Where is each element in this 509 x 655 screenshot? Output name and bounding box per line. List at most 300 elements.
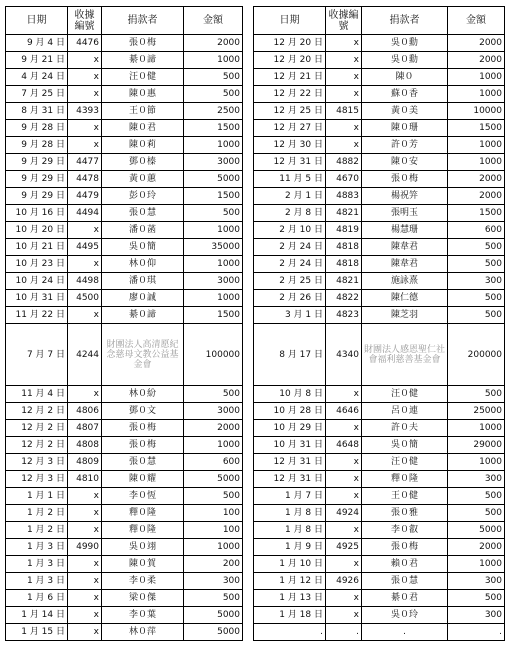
cell-donor: 吳０簡 (102, 239, 184, 256)
cell-amount: 500 (448, 239, 505, 256)
table-row (6, 154, 243, 171)
cell-date: 4 月 24 日 (6, 69, 68, 86)
table-row (254, 607, 505, 624)
cell-amount: 3000 (184, 273, 243, 290)
cell-receipt: 4925 (326, 539, 362, 556)
cell-amount: 5000 (184, 471, 243, 488)
cell-amount: 100 (184, 522, 243, 539)
table-row (6, 188, 243, 205)
cell-date: 2 月 25 日 (254, 273, 326, 290)
table-row (6, 590, 243, 607)
table-row (254, 590, 505, 607)
cell-amount: 1000 (448, 69, 505, 86)
cell-amount: 2000 (184, 35, 243, 52)
cell-amount: 300 (184, 573, 243, 590)
cell-date: 7 月 7 日 (6, 324, 68, 386)
table-row (254, 103, 505, 120)
cell-donor: 汪０健 (362, 386, 448, 403)
table-row (254, 471, 505, 488)
cell-receipt: x (326, 522, 362, 539)
cell-amount: 1500 (184, 120, 243, 137)
cell-receipt: 4809 (68, 454, 102, 471)
table-row (6, 69, 243, 86)
cell-amount: 1000 (184, 539, 243, 556)
cell-amount: 300 (448, 607, 505, 624)
cell-donor: 賴０君 (362, 556, 448, 573)
cell-date: 12 月 31 日 (254, 471, 326, 488)
cell-receipt: 4815 (326, 103, 362, 120)
cell-donor: 陳０ (362, 69, 448, 86)
cell-receipt: 4882 (326, 154, 362, 171)
cell-donor: 綦０諦 (102, 307, 184, 324)
cell-date: 12 月 31 日 (254, 454, 326, 471)
cell-amount: 29000 (448, 437, 505, 454)
cell-donor: 陳韋君 (362, 256, 448, 273)
cell-amount: 1000 (184, 290, 243, 307)
donation-table-left (5, 6, 243, 641)
cell-date: 12 月 31 日 (254, 154, 326, 171)
cell-receipt: 4479 (68, 188, 102, 205)
cell-receipt: 4924 (326, 505, 362, 522)
cell-donor: 楊祝笄 (362, 188, 448, 205)
cell-date: 1 月 8 日 (254, 522, 326, 539)
cell-donor: 張０慧 (102, 454, 184, 471)
cell-receipt: 4478 (68, 171, 102, 188)
cell-receipt: 4818 (326, 256, 362, 273)
cell-date: 12 月 2 日 (6, 403, 68, 420)
table-row (254, 69, 505, 86)
cell-receipt: x (68, 222, 102, 239)
cell-receipt: x (326, 471, 362, 488)
table-row (254, 120, 505, 137)
cell-donor: 許０夫 (362, 420, 448, 437)
cell-donor: 梁０傑 (102, 590, 184, 607)
cell-receipt: 4648 (326, 437, 362, 454)
cell-donor: 陳韋君 (362, 239, 448, 256)
cell-amount: 500 (184, 488, 243, 505)
cell-receipt: 4823 (326, 307, 362, 324)
cell-receipt: 4495 (68, 239, 102, 256)
table-row (6, 256, 243, 273)
cell-amount: 1500 (184, 307, 243, 324)
cell-date: 9 月 29 日 (6, 188, 68, 205)
table-row (6, 307, 243, 324)
table-row (254, 171, 505, 188)
cell-date: 12 月 21 日 (254, 69, 326, 86)
cell-donor: 陳０賀 (102, 556, 184, 573)
cell-amount: 5000 (184, 624, 243, 641)
header-date: 日期 (6, 7, 68, 35)
cell-receipt: 4244 (68, 324, 102, 386)
cell-date: 1 月 15 日 (6, 624, 68, 641)
table-row (254, 522, 505, 539)
header-receipt: 收據編號 (68, 7, 102, 35)
cell-receipt: x (326, 590, 362, 607)
table-row (254, 239, 505, 256)
table-row (6, 488, 243, 505)
cell-donor: 陳０耀 (102, 471, 184, 488)
cell-donor: 張０梅 (362, 171, 448, 188)
cell-amount: 2000 (448, 52, 505, 69)
donation-table-left-body (6, 7, 243, 641)
table-row (6, 437, 243, 454)
cell-receipt: x (326, 69, 362, 86)
cell-amount: 5000 (184, 171, 243, 188)
cell-donor: 陳０惠 (102, 86, 184, 103)
cell-date: 10 月 31 日 (6, 290, 68, 307)
cell-receipt: x (68, 386, 102, 403)
cell-amount: 500 (184, 590, 243, 607)
cell-amount: 1000 (448, 137, 505, 154)
cell-amount: 500 (448, 590, 505, 607)
cell-donor: 釋０隆 (102, 522, 184, 539)
cell-receipt: x (68, 505, 102, 522)
table-row (6, 222, 243, 239)
cell-donor: 陳０莉 (102, 137, 184, 154)
cell-amount: 300 (448, 573, 505, 590)
table-header-row (254, 7, 505, 35)
cell-date: 2 月 1 日 (254, 188, 326, 205)
table-row (254, 188, 505, 205)
cell-date: 1 月 12 日 (254, 573, 326, 590)
cell-receipt: 4821 (326, 273, 362, 290)
header-donor: 捐款者 (362, 7, 448, 35)
cell-date: 8 月 17 日 (254, 324, 326, 386)
cell-receipt: x (326, 607, 362, 624)
cell-date: 1 月 6 日 (6, 590, 68, 607)
table-row (6, 324, 243, 386)
cell-amount: 2500 (184, 103, 243, 120)
cell-donor: 張０慧 (362, 573, 448, 590)
cell-receipt: x (326, 86, 362, 103)
table-row (254, 273, 505, 290)
cell-date: 10 月 8 日 (254, 386, 326, 403)
cell-receipt: 4670 (326, 171, 362, 188)
cell-receipt: x (68, 86, 102, 103)
cell-amount: 1500 (184, 188, 243, 205)
cell-amount: 300 (448, 273, 505, 290)
header-receipt: 收據編號 (326, 7, 362, 35)
cell-date: 10 月 28 日 (254, 403, 326, 420)
cell-amount: 2000 (448, 188, 505, 205)
cell-donor: 張０梅 (102, 437, 184, 454)
cell-amount: 300 (448, 471, 505, 488)
cell-date: 1 月 8 日 (254, 505, 326, 522)
table-row (254, 205, 505, 222)
cell-donor: 陳仁德 (362, 290, 448, 307)
table-row (254, 222, 505, 239)
cell-date: 2 月 24 日 (254, 239, 326, 256)
cell-donor: 許０芳 (362, 137, 448, 154)
cell-receipt: x (68, 52, 102, 69)
cell-amount: 500 (448, 505, 505, 522)
cell-date: 10 月 23 日 (6, 256, 68, 273)
table-row (6, 239, 243, 256)
cell-date: 1 月 13 日 (254, 590, 326, 607)
cell-donor: 張０梅 (102, 35, 184, 52)
table-row (6, 103, 243, 120)
cell-date: 2 月 10 日 (254, 222, 326, 239)
table-row (254, 290, 505, 307)
cell-receipt: x (326, 137, 362, 154)
cell-amount: 200000 (448, 324, 505, 386)
cell-receipt: x (68, 307, 102, 324)
cell-donor: 張０慧 (102, 205, 184, 222)
cell-date: 12 月 20 日 (254, 35, 326, 52)
cell-amount: 2000 (448, 35, 505, 52)
cell-receipt: x (68, 624, 102, 641)
cell-donor: 張０雅 (362, 505, 448, 522)
cell-donor: 吳０勳 (362, 52, 448, 69)
cell-amount: 3000 (184, 154, 243, 171)
cell-amount: 100 (184, 505, 243, 522)
cell-donor: 財團法人感恩聖仁社會福利慈善基金會 (362, 324, 448, 386)
table-row (6, 386, 243, 403)
cell-receipt: x (326, 420, 362, 437)
cell-donor: 綦０諦 (102, 52, 184, 69)
cell-date: . (254, 624, 326, 641)
cell-donor: 吳０簡 (362, 437, 448, 454)
cell-donor: 釋０隆 (102, 505, 184, 522)
table-row (6, 52, 243, 69)
cell-receipt: x (68, 556, 102, 573)
table-row (254, 52, 505, 69)
table-row (6, 624, 243, 641)
table-row (6, 35, 243, 52)
cell-amount: 500 (448, 256, 505, 273)
cell-date: 10 月 31 日 (254, 437, 326, 454)
cell-date: 9 月 21 日 (6, 52, 68, 69)
table-row (6, 273, 243, 290)
cell-donor: 釋０隆 (362, 471, 448, 488)
cell-donor: 李０叡 (362, 522, 448, 539)
cell-date: 12 月 2 日 (6, 420, 68, 437)
cell-date: 9 月 4 日 (6, 35, 68, 52)
cell-amount: 1000 (448, 556, 505, 573)
cell-receipt: 4477 (68, 154, 102, 171)
cell-amount: 500 (184, 86, 243, 103)
cell-receipt: x (68, 607, 102, 624)
cell-date: 9 月 28 日 (6, 137, 68, 154)
cell-date: 8 月 31 日 (6, 103, 68, 120)
cell-receipt: x (326, 488, 362, 505)
header-amount: 金額 (184, 7, 243, 35)
cell-date: 1 月 2 日 (6, 505, 68, 522)
cell-date: 11 月 22 日 (6, 307, 68, 324)
cell-donor: 施詠熹 (362, 273, 448, 290)
cell-date: 10 月 16 日 (6, 205, 68, 222)
cell-amount: 3000 (184, 403, 243, 420)
cell-donor: 彭０玲 (102, 188, 184, 205)
cell-receipt: x (326, 52, 362, 69)
table-row (6, 86, 243, 103)
cell-donor: 王０節 (102, 103, 184, 120)
cell-date: 10 月 21 日 (6, 239, 68, 256)
cell-donor: 陳芝羽 (362, 307, 448, 324)
table-row (254, 137, 505, 154)
header-amount: 金額 (448, 7, 505, 35)
cell-receipt: x (326, 386, 362, 403)
cell-date: 1 月 3 日 (6, 556, 68, 573)
donation-table-right-body (254, 7, 505, 641)
cell-donor: 廖０誠 (102, 290, 184, 307)
cell-receipt: x (68, 573, 102, 590)
table-row (254, 307, 505, 324)
table-row (254, 154, 505, 171)
cell-amount: 2000 (448, 171, 505, 188)
cell-date: 12 月 22 日 (254, 86, 326, 103)
cell-donor: 李０葉 (102, 607, 184, 624)
cell-amount: 1000 (448, 154, 505, 171)
cell-date: 11 月 4 日 (6, 386, 68, 403)
cell-donor: 汪０健 (362, 454, 448, 471)
cell-amount: 1000 (448, 454, 505, 471)
table-row (254, 324, 505, 386)
cell-donor: 鄧０文 (102, 403, 184, 420)
cell-date: 12 月 3 日 (6, 454, 68, 471)
cell-date: 1 月 10 日 (254, 556, 326, 573)
cell-donor: 林０萍 (102, 624, 184, 641)
table-row (6, 420, 243, 437)
cell-donor: 黃０蕙 (102, 171, 184, 188)
table-row (6, 556, 243, 573)
cell-date: 1 月 9 日 (254, 539, 326, 556)
cell-amount: 1000 (448, 86, 505, 103)
table-row (6, 171, 243, 188)
table-row (254, 539, 505, 556)
cell-receipt: 4810 (68, 471, 102, 488)
cell-receipt: 4926 (326, 573, 362, 590)
cell-receipt: 4500 (68, 290, 102, 307)
cell-amount: 500 (448, 290, 505, 307)
cell-date: 12 月 30 日 (254, 137, 326, 154)
cell-amount: 2000 (448, 539, 505, 556)
cell-amount: 600 (448, 222, 505, 239)
cell-donor: 張０梅 (102, 420, 184, 437)
cell-donor: 楊慧珊 (362, 222, 448, 239)
table-row (6, 505, 243, 522)
cell-date: 12 月 2 日 (6, 437, 68, 454)
table-row (254, 624, 505, 641)
cell-date: 11 月 5 日 (254, 171, 326, 188)
cell-amount: 200 (184, 556, 243, 573)
cell-amount: 10000 (448, 103, 505, 120)
cell-donor: 王０健 (362, 488, 448, 505)
cell-donor: 林０仰 (102, 256, 184, 273)
cell-amount: 600 (184, 454, 243, 471)
cell-receipt: x (326, 556, 362, 573)
cell-amount: 2000 (184, 420, 243, 437)
cell-receipt: 4822 (326, 290, 362, 307)
cell-date: 9 月 29 日 (6, 171, 68, 188)
cell-amount: 1000 (184, 437, 243, 454)
cell-amount: 500 (184, 69, 243, 86)
cell-receipt: 4498 (68, 273, 102, 290)
cell-date: 1 月 2 日 (6, 522, 68, 539)
header-donor: 捐款者 (102, 7, 184, 35)
cell-amount: 1500 (448, 205, 505, 222)
table-row (6, 120, 243, 137)
cell-amount: 35000 (184, 239, 243, 256)
cell-amount: 500 (448, 386, 505, 403)
cell-receipt: 4393 (68, 103, 102, 120)
table-row (6, 573, 243, 590)
table-row (254, 573, 505, 590)
cell-amount: . (448, 624, 505, 641)
cell-receipt: x (68, 590, 102, 607)
table-row (254, 86, 505, 103)
cell-date: 9 月 28 日 (6, 120, 68, 137)
donation-table-right (253, 6, 505, 641)
cell-donor: 財團法人高清愿紀念慈母文教公益基金會 (102, 324, 184, 386)
table-row (6, 205, 243, 222)
cell-amount: 1000 (184, 137, 243, 154)
cell-date: 12 月 20 日 (254, 52, 326, 69)
table-row (254, 403, 505, 420)
table-row (6, 454, 243, 471)
cell-receipt: 4646 (326, 403, 362, 420)
cell-receipt: 4883 (326, 188, 362, 205)
header-date: 日期 (254, 7, 326, 35)
cell-receipt: 4807 (68, 420, 102, 437)
cell-date: 1 月 3 日 (6, 573, 68, 590)
cell-date: 7 月 25 日 (6, 86, 68, 103)
cell-receipt: 4819 (326, 222, 362, 239)
cell-amount: 5000 (184, 607, 243, 624)
cell-amount: 500 (448, 488, 505, 505)
cell-date: 10 月 20 日 (6, 222, 68, 239)
cell-amount: 25000 (448, 403, 505, 420)
cell-donor: 林０紛 (102, 386, 184, 403)
table-row (254, 35, 505, 52)
cell-amount: 1000 (184, 222, 243, 239)
cell-donor: 陳０安 (362, 154, 448, 171)
cell-amount: 1500 (448, 120, 505, 137)
cell-receipt: 4340 (326, 324, 362, 386)
cell-date: 1 月 14 日 (6, 607, 68, 624)
cell-donor: 吳０玲 (362, 607, 448, 624)
cell-amount: 5000 (448, 522, 505, 539)
cell-amount: 500 (184, 386, 243, 403)
table-row (254, 420, 505, 437)
table-row (254, 386, 505, 403)
cell-date: 10 月 24 日 (6, 273, 68, 290)
table-row (6, 522, 243, 539)
cell-donor: 張０梅 (362, 539, 448, 556)
cell-donor: 潘０菡 (102, 222, 184, 239)
cell-donor: 潘０琪 (102, 273, 184, 290)
cell-donor: 吳０勳 (362, 35, 448, 52)
table-row (6, 607, 243, 624)
cell-receipt: 4808 (68, 437, 102, 454)
cell-amount: 1000 (448, 420, 505, 437)
cell-receipt: 4818 (326, 239, 362, 256)
table-row (254, 437, 505, 454)
table-row (254, 454, 505, 471)
cell-amount: 1000 (184, 256, 243, 273)
table-row (6, 290, 243, 307)
cell-date: 1 月 1 日 (6, 488, 68, 505)
cell-receipt: 4821 (326, 205, 362, 222)
cell-donor: 鄧０榛 (102, 154, 184, 171)
cell-donor: 陳０珊 (362, 120, 448, 137)
cell-date: 1 月 7 日 (254, 488, 326, 505)
cell-receipt: 4806 (68, 403, 102, 420)
cell-receipt: 4990 (68, 539, 102, 556)
cell-receipt: x (68, 69, 102, 86)
cell-receipt: x (68, 137, 102, 154)
cell-receipt: x (326, 120, 362, 137)
